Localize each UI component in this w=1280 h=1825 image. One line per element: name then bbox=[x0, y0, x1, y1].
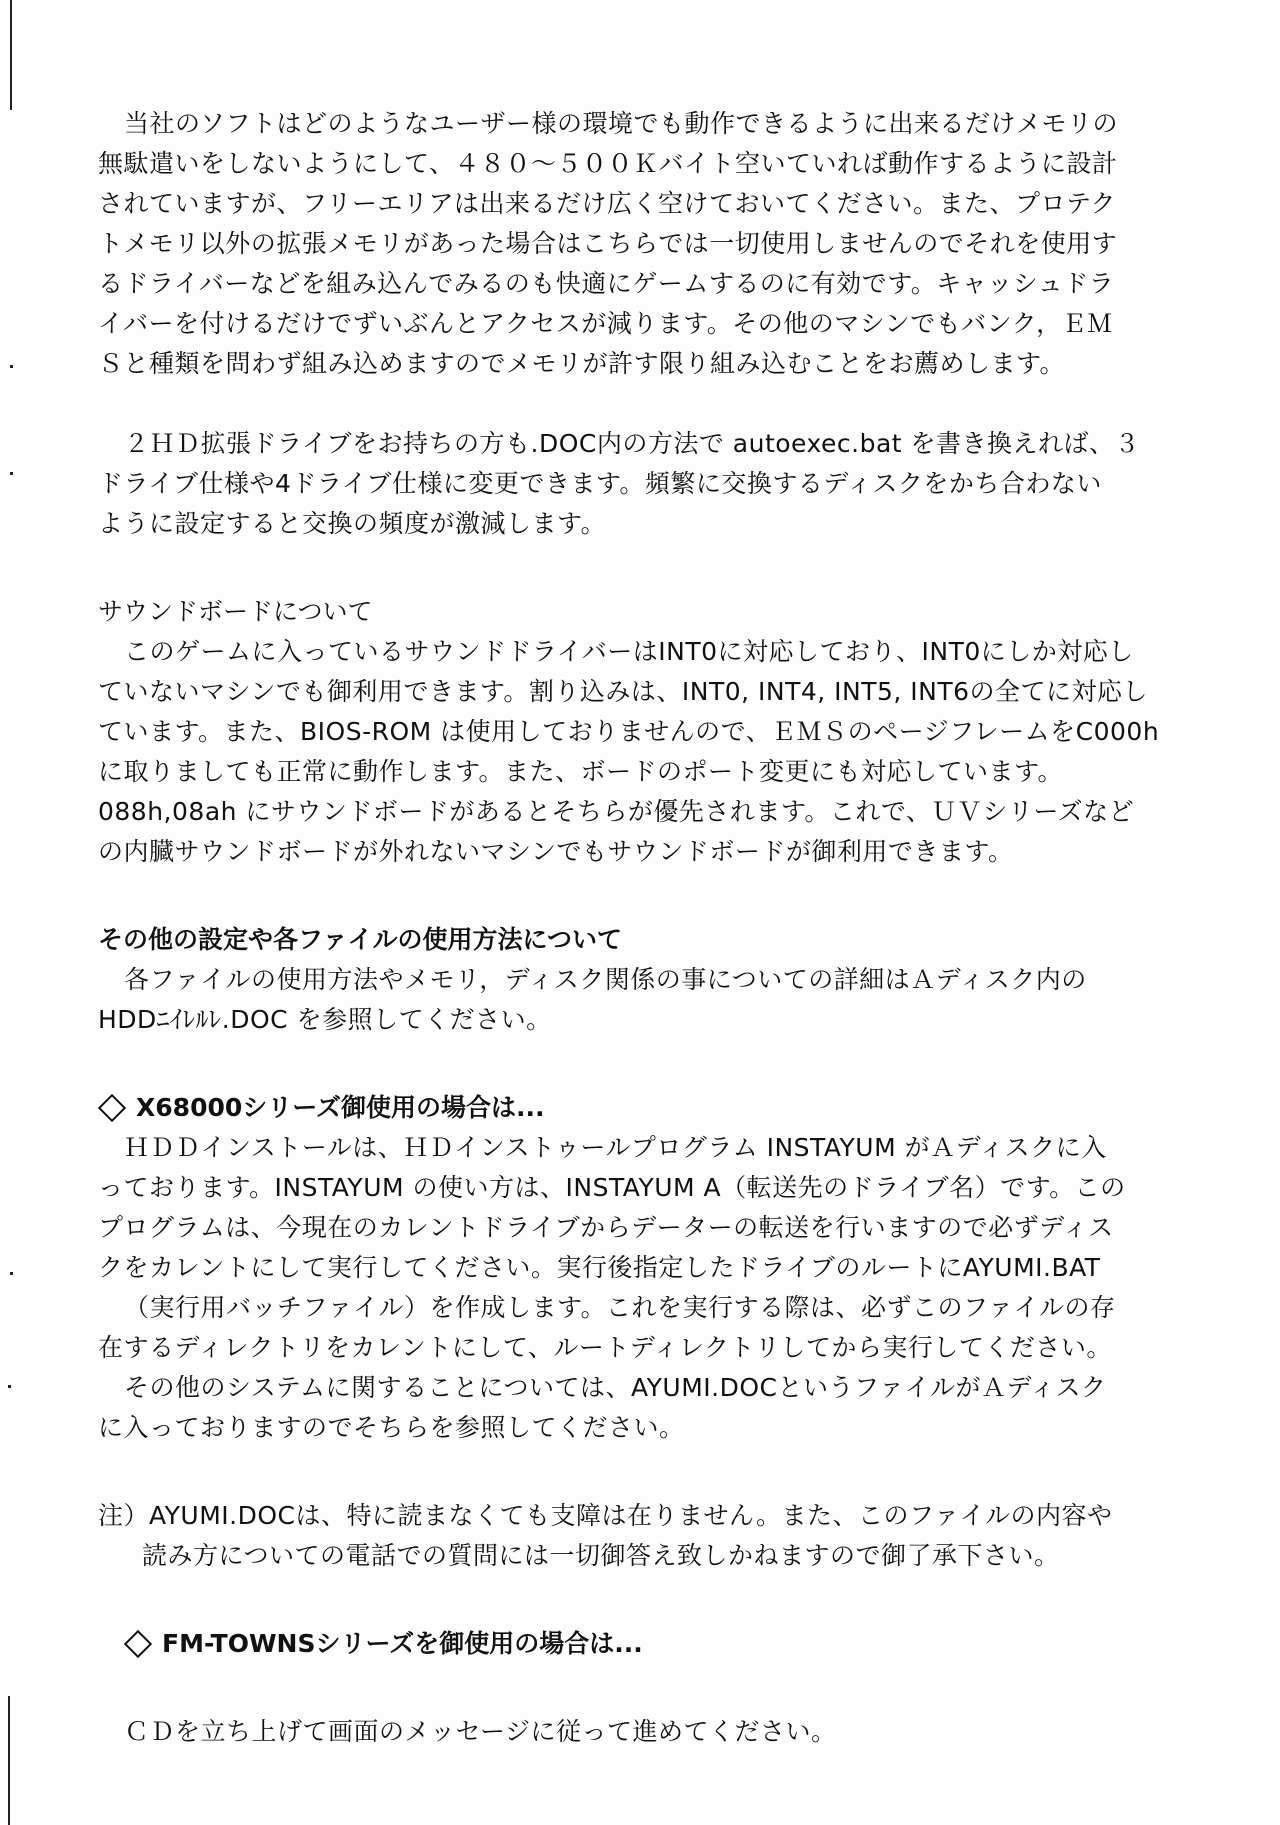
text-line: 無駄遣いをしないようにして、４８０〜５００Ｋバイト空いていれば動作するように設計 bbox=[98, 149, 1118, 178]
text-line: の内臓サウンドボードが外れないマシンでもサウンドボードが御利用できます。 bbox=[98, 837, 1014, 866]
section-heading-text: X68000シリーズ御使用の場合は... bbox=[136, 1093, 545, 1122]
text-line: このゲームに入っているサウンドドライバーはINT0に対応しており、INT0にしか対応し bbox=[124, 637, 1134, 666]
text-line: 当社のソフトはどのようなユーザー様の環境でも動作できるように出来るだけメモリの bbox=[124, 109, 1119, 138]
text-line: ＨＤＤインストールは、ＨＤインストゥールプログラム INSTAYUM がＡディスクに入 bbox=[124, 1133, 1107, 1162]
text-line: HDDﾆｲﾚﾙﾚ.DOC を参照してください。 bbox=[98, 1005, 552, 1034]
text-line: ています。また、BIOS-ROM は使用しておりませんので、ＥＭＳのページフレームをC000h bbox=[98, 717, 1160, 746]
text-line: っております。INSTAYUM の使い方は、INSTAYUM A（転送先のドライブ名）です。この bbox=[98, 1173, 1126, 1202]
text-line: 各ファイルの使用方法やメモリ，ディスク関係の事についての詳細はＡディスク内の bbox=[124, 965, 1087, 994]
scan-mark bbox=[10, 365, 13, 368]
document-body bbox=[98, 104, 1222, 1752]
section-heading: その他の設定や各ファイルの使用方法について bbox=[98, 925, 623, 954]
section-heading bbox=[98, 1088, 1222, 1128]
note bbox=[98, 1496, 1222, 1576]
text-line: ＣＤを立ち上げて画面のメッセージに従って進めてください。 bbox=[124, 1717, 837, 1746]
section-x68000 bbox=[98, 1088, 1222, 1448]
text-line: トメモリ以外の拡張メモリがあった場合はこちらでは一切使用しませんのでそれを使用す bbox=[98, 229, 1118, 258]
section-heading: サウンドボードについて bbox=[98, 597, 373, 626]
text-line: クをカレントにして実行してください。実行後指定したドライブのルートにAYUMI.BAT bbox=[98, 1253, 1101, 1282]
scan-mark bbox=[10, 0, 12, 110]
section-fm-towns bbox=[98, 1624, 1222, 1752]
text-line: 088h,08ah にサウンドボードがあるとそちらが優先されます。これで、ＵＶシリーズなど bbox=[98, 797, 1135, 826]
text-line: ドライブ仕様や4ドライブ仕様に変更できます。頻繁に交換するディスクをかち合わない bbox=[98, 469, 1102, 498]
text-line: Ｓと種類を問わず組み込めますのでメモリが許す限り組み込むことをお薦めします。 bbox=[98, 349, 1066, 378]
text-line: イバーを付けるだけでずいぶんとアクセスが減ります。その他のマシンでもバンク，ＥＭ bbox=[98, 309, 1113, 338]
scan-mark bbox=[10, 1272, 13, 1275]
text-line: に入っておりますのでそちらを参照してください。 bbox=[98, 1413, 685, 1442]
text-line: ていないマシンでも御利用できます。割り込みは、INT0, INT4, INT5, INT6の全てに対応し bbox=[98, 677, 1149, 706]
section-sound-board bbox=[98, 592, 1222, 872]
text-line: （実行用バッチファイル）を作成します。これを実行する際は、必ずこのファイルの存 bbox=[124, 1293, 1116, 1322]
text-line: 在するディレクトリをカレントにして、ルートディレクトリしてから実行してください。 bbox=[98, 1333, 1112, 1362]
text-line: 注）AYUMI.DOCは、特に読まなくても支障は在りません。また、このファイルの内容や bbox=[98, 1501, 1113, 1530]
scan-mark bbox=[10, 472, 13, 475]
diamond-icon bbox=[98, 1094, 126, 1122]
paragraph-drive bbox=[98, 424, 1222, 544]
text-line: プログラムは、今現在のカレントドライブからデーターの転送を行いますので必ずディス bbox=[98, 1213, 1114, 1242]
text-line: ように設定すると交換の頻度が激減します。 bbox=[98, 509, 607, 538]
text-line: ２ＨＤ拡張ドライブをお持ちの方も.DOC内の方法で autoexec.bat を書き換えれば、３ bbox=[124, 429, 1141, 458]
text-line: その他のシステムに関することについては、AYUMI.DOCというファイルがＡディスク bbox=[124, 1373, 1107, 1402]
paragraph-memory bbox=[98, 104, 1222, 384]
scan-mark bbox=[8, 1696, 10, 1825]
section-heading bbox=[98, 1624, 1222, 1664]
text-line: るドライバーなどを組み込んでみるのも快適にゲームするのに有効です。キャッシュドラ bbox=[98, 269, 1115, 298]
section-other-settings bbox=[98, 920, 1222, 1040]
text-line: に取りましても正常に動作します。また、ボードのポート変更にも対応しています。 bbox=[98, 757, 1064, 786]
text-line: されていますが、フリーエリアは出来るだけ広く空けておいてください。また、プロテク bbox=[98, 189, 1117, 218]
diamond-icon bbox=[124, 1630, 152, 1658]
section-heading-text: FM-TOWNSシリーズを御使用の場合は... bbox=[162, 1629, 643, 1658]
text-line: 読み方についての電話での質問には一切御答え致しかねますので御了承下さい。 bbox=[142, 1541, 1060, 1570]
scan-mark bbox=[8, 1385, 11, 1388]
